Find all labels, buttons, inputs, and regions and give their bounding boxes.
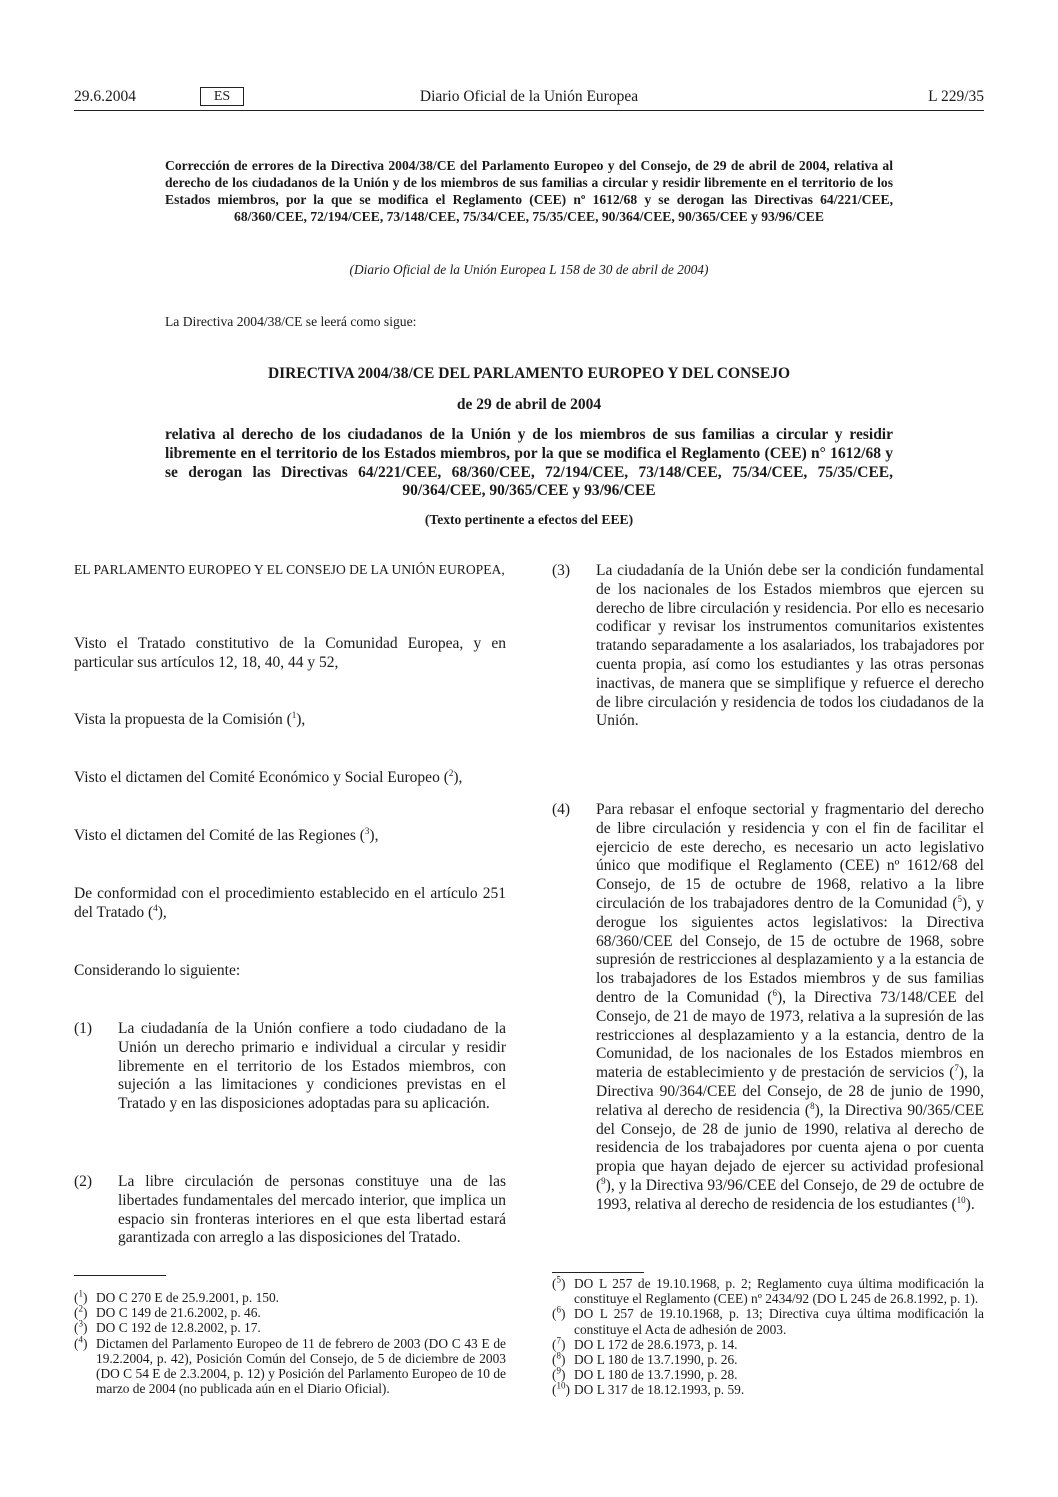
directive-title: DIRECTIVA 2004/38/CE DEL PARLAMENTO EUROPEO Y DEL CONSEJO <box>267 365 791 382</box>
recital-visto-dictamen-regiones: Visto el dictamen del Comité de las Regiones ($^3$), <box>74 825 379 844</box>
footnote-10: ($^{10}$) DO L 317 de 18.12.1993, p. 59. <box>552 1380 745 1398</box>
footnote-8: ($^8$) DO L 180 de 13.7.1990, p. 26. <box>552 1350 738 1368</box>
recital-visto-propuesta: Vista la propuesta de la Comisión ($^1$), <box>74 709 306 728</box>
right-column <box>552 562 984 1262</box>
page-number: L 229/35 <box>928 88 984 105</box>
recital-2: (2) La libre circulación de personas constituye una de las libertades fundamentales del mercado interior, que implica un espacio sin fronteras interiores en el que esta libertad estará garantizada con arreglo a las disposiciones del Tratado. <box>74 1173 506 1247</box>
correction-title: Corrección de errores de la Directiva 2004/38/CE del Parlamento Europeo y del Consejo, de 29 de abril de 2004, relativa al derecho de los ciudadanos de la Unión y de los miembros de sus familias a circular y residir libremente en el territorio de los Estados miembros, por la que se modifica el Reglamento (CEE) nº 1612/68 y se derogan las Directivas 64/221/CEE, 68/360/CEE, 72/194/CEE, 73/148/CEE, 75/34/CEE, 75/35/CEE, 90/364/CEE, 90/365/CEE y 93/96/CEE <box>165 158 893 224</box>
journal-name: Diario Oficial de la Unión Europea <box>419 88 639 105</box>
footnote-5: ($^5$) DO L 257 de 19.10.1968, p. 2; Reglamento cuya última modificación la constituye el Reglamento (CEE) nº 2434/92 (DO L 245 de 26.8.1992, p. 1). <box>552 1274 984 1307</box>
footnote-4: ($^4$) Dictamen del Parlamento Europeo de 11 de febrero de 2003 (DO C 43 E de 19.2.2004, p. 42), Posición Común del Consejo, de 5 de diciembre de 2003 (DO C 54 E de 2.3.2004, p. 12) y Posición del Parlamento Europeo de 10 de marzo de 2004 (no publicada aún en el Diario Oficial). <box>74 1334 506 1397</box>
authors: EL PARLAMENTO EUROPEO Y EL CONSEJO DE LA UNIÓN EUROPEA, <box>74 562 505 577</box>
directive-date: de 29 de abril de 2004 <box>456 396 602 413</box>
recital-visto-dictamen-ces: Visto el dictamen del Comité Económico y Social Europeo ($^2$), <box>74 767 463 786</box>
header-date: 29.6.2004 <box>74 88 136 105</box>
correction-reference: (Diario Oficial de la Unión Europea L 158 de 30 de abril de 2004) <box>349 262 709 277</box>
footnotes-right <box>552 1276 984 1398</box>
footnote-rule-left <box>74 1275 166 1276</box>
footnote-7: ($^7$) DO L 172 de 28.6.1973, p. 14. <box>552 1335 738 1352</box>
language-badge: ES <box>200 87 244 106</box>
footnote-2: ($^2$) DO C 149 de 21.6.2002, p. 46. <box>74 1303 261 1321</box>
footnote-rule-right <box>552 1272 644 1273</box>
page-header <box>74 88 984 111</box>
recital-1: (1) La ciudadanía de la Unión confiere a todo ciudadano de la Unión un derecho primario e individual a circular y residir libremente en el territorio de los Estados miembros, con sujeción a las limitaciones y condiciones previstas en el Tratado y en las disposiciones adoptadas para su aplicación. <box>74 1020 506 1113</box>
eee-note: (Texto pertinente a efectos del EEE) <box>424 512 634 527</box>
considerando-line: Considerando lo siguiente: <box>74 962 241 979</box>
recital-visto-tratado: Visto el Tratado constitutivo de la Comunidad Europea, y en particular sus artículos 12, 18, 40, 44 y 52, <box>74 635 506 671</box>
footnote-6: ($^6$) DO L 257 de 19.10.1968, p. 13; Directiva cuya última modificación la constituye el Acta de adhesión de 2003. <box>552 1304 984 1337</box>
footnote-1: ($^1$) DO C 270 E de 25.9.2001, p. 150. <box>74 1288 279 1305</box>
recital-3: (3) La ciudadanía de la Unión debe ser la condición fundamental de los nacionales de los Estados miembros que ejercen su derecho de libre circulación y residencia. Por ello es necesario codificar y revisar los instrumentos comunitarios existentes tratando separadamente a los asalariados, los trabajadores por cuenta propia, así como los estudiantes y las otras personas inactivas, de manera que se simplifique y refuerce el derecho de libre circulación y residencia de todos los ciudadanos de la Unión. <box>552 562 984 730</box>
intro-line: La Directiva 2004/38/CE se leerá como sigue: <box>165 314 417 329</box>
recital-4: (4) Para rebasar el enfoque sectorial y fragmentario del derecho de libre circulación y residencia y con el fin de facilitar el ejercicio de este derecho, es necesario un acto legislativo único que modifique el Reglamento (CEE) nº 1612/68 del Consejo, de 15 de octubre de 1968, relativo a la libre circulación de los trabajadores dentro de la Comunidad ($^5$), y derogue los siguientes actos legislativos: la Directiva 68/360/CEE del Consejo, de 15 de octubre de 1968, sobre supresión de restricciones al desplazamiento y a la estancia de los trabajadores de los Estados miembros y de sus familias dentro de la Comunidad ($^6$), la Directiva 73/148/CEE del Consejo, de 21 de mayo de 1973, relativa a la supresión de las restricciones al desplazamiento y a la estancia, dentro de la Comunidad, de los nacionales de los Estados miembros en materia de establecimiento y de prestación de servicios ($^7$), la Directiva 90/364/CEE del Consejo, de 28 de junio de 1990, relativa al derecho de residencia ($^8$), la Directiva 90/365/CEE del Consejo, de 28 de junio de 1990, relativa al derecho de residencia de los trabajadores por cuenta ajena o por cuenta propia que hayan dejado de ejercer su actividad profesional ($^9$), y la Directiva 93/96/CEE del Consejo, de 29 de octubre de 1993, relativa al derecho de residencia de los estudiantes ($^{10}$). <box>552 801 984 1213</box>
footnote-9: ($^9$) DO L 180 de 13.7.1990, p. 28. <box>552 1365 738 1383</box>
recital-procedimiento: De conformidad con el procedimiento establecido en el artículo 251 del Tratado ($^4$), <box>74 885 506 921</box>
footnotes-left <box>74 1290 506 1396</box>
directive-subtitle: relativa al derecho de los ciudadanos de la Unión y de los miembros de sus familias a circular y residir libremente en el territorio de los Estados miembros, por la que se modifica el Reglamento (CEE) n° 1612/68 y se derogan las Directivas 64/221/CEE, 68/360/CEE, 72/194/CEE, 73/148/CEE, 75/34/CEE, 75/35/CEE, 90/364/CEE, 90/365/CEE y 93/96/CEE <box>165 426 893 500</box>
footnote-3: ($^3$) DO C 192 de 12.8.2002, p. 17. <box>74 1318 261 1336</box>
